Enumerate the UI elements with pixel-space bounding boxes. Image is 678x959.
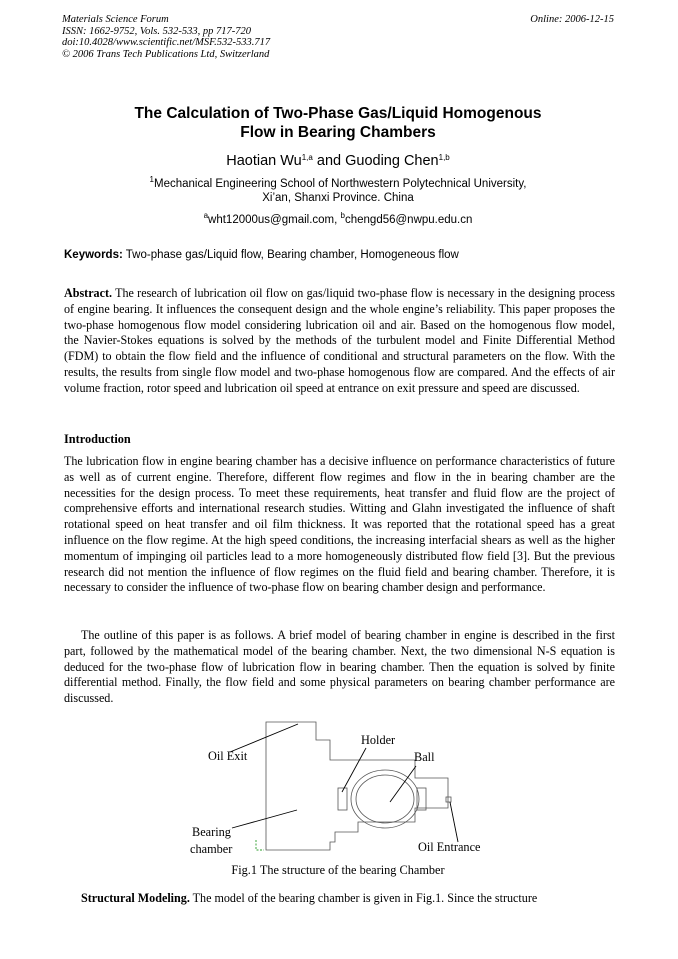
label-ball: Ball (414, 750, 435, 764)
label-oil-exit: Oil Exit (208, 749, 248, 763)
author-1-sup: 1,a (301, 153, 313, 162)
author-2-name: Guoding Chen (345, 153, 439, 169)
abstract (64, 286, 615, 397)
affiliation-sup: 1 (149, 175, 154, 184)
online-date: Online: 2006-12-15 (530, 14, 614, 25)
author-conjunction: and (312, 153, 346, 169)
email-b: chengd56@nwpu.edu.cn (344, 214, 473, 226)
author-2-sup: 1,b (438, 153, 450, 162)
bearing-leader (232, 810, 297, 828)
keywords-text: Two-phase gas/Liquid flow, Bearing chamber, Homogeneous flow (122, 249, 459, 261)
ball-outer (351, 770, 419, 828)
ball-inner (356, 775, 414, 823)
label-chamber: chamber (190, 842, 233, 856)
doi-line: doi:10.4028/www.scientific.net/MSF.532-533.717 (62, 37, 271, 48)
abstract-text: The research of lubrication oil flow on gas/liquid two-phase flow is necessary in the designing process of engine bearing. It influences the consequent design and the whole engine’s reliability. This paper proposes the two-phase homogenous flow model considering lubrication oil and air. Based on the homogenous flow model, the Navier-Stokes equations is solved by the methods of the turbulent model and Finite Differential Method (FDM) to obtain the flow field and the influence of conditional and structural parameters on the flow. With the results, the results from single flow model and two-phase homogenous flow are compared. And the effects of air volume fraction, rotor speed and lubrication oil speed at entrance on exit pressure and speed are discussed. (64, 286, 615, 395)
label-oil-entrance: Oil Entrance (418, 840, 481, 854)
chamber-outline (266, 722, 448, 850)
affiliation (62, 177, 614, 205)
holder-right (417, 788, 426, 810)
ball-leader (390, 766, 416, 802)
title-line-2: Flow in Bearing Chambers (240, 124, 436, 141)
keywords-label: Keywords: (64, 249, 123, 261)
label-bearing: Bearing (192, 825, 231, 839)
author-1-name: Haotian Wu (226, 153, 302, 169)
label-holder: Holder (361, 733, 396, 747)
structural-modeling-paragraph (64, 891, 615, 907)
author-emails (62, 211, 614, 226)
introduction-paragraph-2: The outline of this paper is as follows. A brief model of bearing chamber in engine is described in the first part, followed by the mathematical model of the bearing chamber. Next, the two dimensional N-S equation is deduced for the two-phase flow of lubrication flow in bearing chamber. Then the equation is solved by finite differential method. Finally, the flow field and some physical parameters on bearing chamber performance are discussed. (64, 628, 615, 706)
affiliation-line-2: Xi’an, Shanxi Province. China (262, 192, 414, 204)
keywords (64, 249, 459, 261)
figure-caption: Fig.1 The structure of the bearing Chamber (231, 863, 445, 877)
copyright-line: © 2006 Trans Tech Publications Ltd, Switzerland (62, 48, 270, 60)
green-marker (256, 840, 264, 850)
structural-label: Structural Modeling. (81, 891, 190, 905)
email-a: wht12000us@gmail.com, (208, 214, 341, 226)
email-a-sup: a (203, 211, 209, 220)
issn-line: ISSN: 1662-9752, Vols. 532-533, pp 717-720 (62, 25, 251, 37)
email-b-sup: b (340, 211, 345, 220)
journal-name: Materials Science Forum (62, 14, 169, 25)
title-line-1: The Calculation of Two-Phase Gas/Liquid Homogenous (134, 105, 542, 122)
paper-title (62, 104, 614, 142)
abstract-label: Abstract. (64, 286, 113, 300)
structural-text: The model of the bearing chamber is given in Fig.1. Since the structure (189, 891, 538, 905)
holder-leader (342, 748, 366, 792)
introduction-paragraph-1: The lubrication flow in engine bearing chamber has a decisive influence on performance characteristics of future as well as of current engine. Therefore, different flow regimes and flow in the in bearing chamber are the necessities for the design process. To meet these requirements, heat transfer and fluid flow are the project of comprehensive efforts and international research studies. Witting and Glahn investigated the influence of shaft rotational speed on heat transfer and oil film thickness. It was reported that the rotational speed has a great influence on the flow regime. At the high speed conditions, the increasing interfacial shears as well as the higher momentum of impinging oil particles lead to a more homogeneously distributed flow field [3]. But the previous research did not mention the influence of flow regimes on the fluid field and bearing chamber. Therefore, it is necessary to consider the influence of two-phase flow on bearing chamber design and performance. (64, 454, 615, 595)
affiliation-line-1: Mechanical Engineering School of Northwestern Polytechnical University, (154, 178, 527, 190)
oil-entrance-leader (450, 802, 458, 842)
author-list (62, 153, 614, 169)
oil-entrance-mark (446, 797, 451, 802)
introduction-heading: Introduction (64, 432, 131, 446)
figure-bearing-chamber (180, 720, 500, 865)
journal-header (62, 14, 270, 60)
